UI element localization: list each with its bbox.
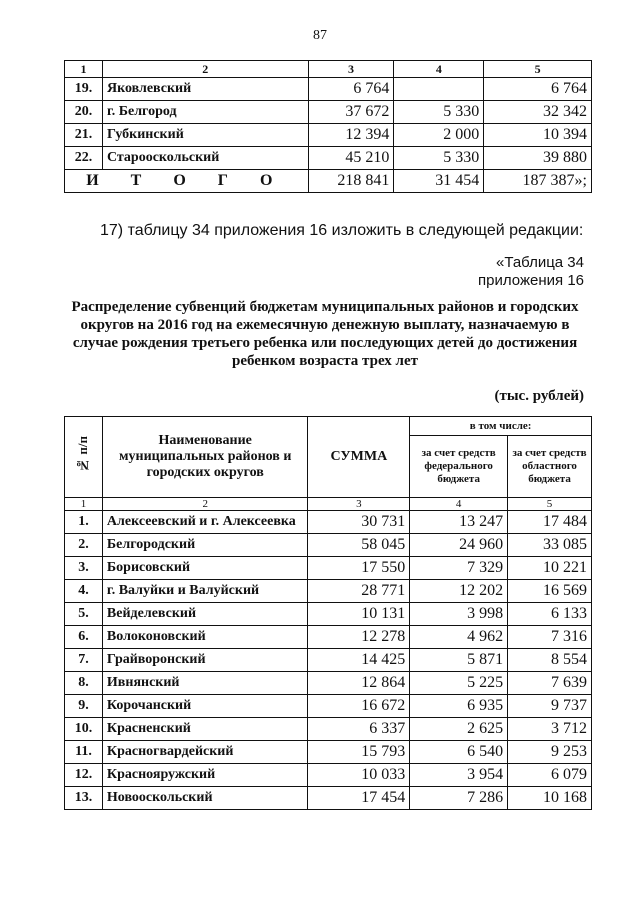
district-name: г. Белгород bbox=[102, 101, 308, 124]
federal-cell: 7 286 bbox=[410, 787, 508, 810]
regional-cell: 8 554 bbox=[508, 649, 592, 672]
row-number: 8. bbox=[65, 672, 103, 695]
table-row bbox=[65, 534, 592, 557]
sum-cell: 16 672 bbox=[308, 695, 410, 718]
district-name: Старооскольский bbox=[102, 147, 308, 170]
federal-cell: 3 998 bbox=[410, 603, 508, 626]
federal-cell: 5 225 bbox=[410, 672, 508, 695]
sum-cell: 12 864 bbox=[308, 672, 410, 695]
sum-cell: 15 793 bbox=[308, 741, 410, 764]
row-number: 1. bbox=[65, 511, 103, 534]
page-number: 87 bbox=[313, 28, 327, 43]
regional-cell: 32 342 bbox=[484, 101, 592, 124]
row-number: 19. bbox=[65, 78, 103, 101]
sum-cell: 12 394 bbox=[308, 124, 394, 147]
total-fed: 31 454 bbox=[394, 170, 484, 193]
header-cell: 1 bbox=[65, 61, 103, 78]
regional-cell: 10 394 bbox=[484, 124, 592, 147]
table-row bbox=[65, 78, 592, 101]
table-row bbox=[65, 695, 592, 718]
federal-cell: 3 954 bbox=[410, 764, 508, 787]
regional-cell: 33 085 bbox=[508, 534, 592, 557]
regional-cell: 3 712 bbox=[508, 718, 592, 741]
colnum-cell: 2 bbox=[102, 498, 308, 511]
header-cell: 3 bbox=[308, 61, 394, 78]
colnum-cell: 1 bbox=[65, 498, 103, 511]
table-row bbox=[65, 649, 592, 672]
row-number: 13. bbox=[65, 787, 103, 810]
federal-cell: 5 330 bbox=[394, 147, 484, 170]
regional-cell: 7 316 bbox=[508, 626, 592, 649]
sum-cell: 45 210 bbox=[308, 147, 394, 170]
column-number-row bbox=[65, 61, 592, 78]
header-name: Наименование муниципальных районов и городских округов bbox=[102, 417, 308, 498]
row-number: 2. bbox=[65, 534, 103, 557]
federal-cell bbox=[394, 78, 484, 101]
total-label: И Т О Г О bbox=[65, 170, 309, 193]
header-cell: 5 bbox=[484, 61, 592, 78]
federal-cell: 12 202 bbox=[410, 580, 508, 603]
sum-cell: 37 672 bbox=[308, 101, 394, 124]
sum-cell: 6 337 bbox=[308, 718, 410, 741]
header-including: в том числе: bbox=[410, 417, 592, 436]
sum-cell: 28 771 bbox=[308, 580, 410, 603]
federal-cell: 6 935 bbox=[410, 695, 508, 718]
table-row bbox=[65, 787, 592, 810]
regional-cell: 10 168 bbox=[508, 787, 592, 810]
district-name: Ивнянский bbox=[102, 672, 308, 695]
federal-cell: 2 000 bbox=[394, 124, 484, 147]
header-regional: за счет средств областного бюджета bbox=[508, 436, 592, 498]
sum-cell: 30 731 bbox=[308, 511, 410, 534]
regional-cell: 6 079 bbox=[508, 764, 592, 787]
table-caption-line1: «Таблица 34 bbox=[495, 254, 584, 271]
district-name: Вейделевский bbox=[102, 603, 308, 626]
table-row bbox=[65, 603, 592, 626]
district-name: Новооскольский bbox=[102, 787, 308, 810]
district-name: Краснояружский bbox=[102, 764, 308, 787]
table-row bbox=[65, 741, 592, 764]
district-name: Губкинский bbox=[102, 124, 308, 147]
sum-cell: 6 764 bbox=[308, 78, 394, 101]
district-name: Яковлевский bbox=[102, 78, 308, 101]
regional-cell: 7 639 bbox=[508, 672, 592, 695]
table-row bbox=[65, 672, 592, 695]
regional-cell: 9 253 bbox=[508, 741, 592, 764]
district-name: Алексеевский и г. Алексеевка bbox=[102, 511, 308, 534]
total-sum: 218 841 bbox=[308, 170, 394, 193]
regional-cell: 16 569 bbox=[508, 580, 592, 603]
sum-cell: 17 550 bbox=[308, 557, 410, 580]
district-name: г. Валуйки и Валуйский bbox=[102, 580, 308, 603]
regional-cell: 17 484 bbox=[508, 511, 592, 534]
district-name: Волоконовский bbox=[102, 626, 308, 649]
units-label: (тыс. рублей) bbox=[494, 388, 584, 404]
regional-cell: 10 221 bbox=[508, 557, 592, 580]
regional-cell: 6 133 bbox=[508, 603, 592, 626]
sum-cell: 10 033 bbox=[308, 764, 410, 787]
table-row bbox=[65, 511, 592, 534]
row-number: 4. bbox=[65, 580, 103, 603]
federal-cell: 5 330 bbox=[394, 101, 484, 124]
total-row bbox=[65, 170, 592, 193]
row-number: 22. bbox=[65, 147, 103, 170]
district-name: Борисовский bbox=[102, 557, 308, 580]
table-caption-line2: приложения 16 bbox=[478, 272, 584, 289]
district-name: Грайворонский bbox=[102, 649, 308, 672]
row-number: 5. bbox=[65, 603, 103, 626]
continued-table bbox=[64, 60, 592, 193]
regional-cell: 39 880 bbox=[484, 147, 592, 170]
table-row bbox=[65, 101, 592, 124]
paragraph-text: 17) таблицу 34 приложения 16 изложить в следующей редакции: bbox=[100, 222, 584, 239]
district-name: Красненский bbox=[102, 718, 308, 741]
table-title: Распределение субвенций бюджетам муниципальных районов и городских округов на 2016 год на ежемесячную денежную выплату, назначаемую в случае рождения третьего ребенка или последующих детей до достижения ребенком возраста трех лет bbox=[71, 299, 579, 369]
federal-cell: 13 247 bbox=[410, 511, 508, 534]
table-row bbox=[65, 124, 592, 147]
colnum-cell: 5 bbox=[508, 498, 592, 511]
header-cell: 4 bbox=[394, 61, 484, 78]
federal-cell: 2 625 bbox=[410, 718, 508, 741]
regional-cell: 6 764 bbox=[484, 78, 592, 101]
sum-cell: 17 454 bbox=[308, 787, 410, 810]
federal-cell: 7 329 bbox=[410, 557, 508, 580]
federal-cell: 6 540 bbox=[410, 741, 508, 764]
row-number: 12. bbox=[65, 764, 103, 787]
sum-cell: 10 131 bbox=[308, 603, 410, 626]
sum-cell: 12 278 bbox=[308, 626, 410, 649]
row-number: 21. bbox=[65, 124, 103, 147]
total-reg: 187 387»; bbox=[484, 170, 592, 193]
row-number: 6. bbox=[65, 626, 103, 649]
regional-cell: 9 737 bbox=[508, 695, 592, 718]
district-name: Белгородский bbox=[102, 534, 308, 557]
row-number: 9. bbox=[65, 695, 103, 718]
row-number: 3. bbox=[65, 557, 103, 580]
district-name: Корочанский bbox=[102, 695, 308, 718]
table-row bbox=[65, 580, 592, 603]
row-number: 7. bbox=[65, 649, 103, 672]
table-row bbox=[65, 557, 592, 580]
table-row bbox=[65, 626, 592, 649]
subvention-table bbox=[64, 416, 592, 810]
federal-cell: 5 871 bbox=[410, 649, 508, 672]
sum-cell: 14 425 bbox=[308, 649, 410, 672]
header-cell: 2 bbox=[102, 61, 308, 78]
table-row bbox=[65, 718, 592, 741]
colnum-cell: 3 bbox=[308, 498, 410, 511]
row-number: 10. bbox=[65, 718, 103, 741]
header-num: № п/п bbox=[65, 417, 103, 498]
district-name: Красногвардейский bbox=[102, 741, 308, 764]
header-federal: за счет средств федерального бюджета bbox=[410, 436, 508, 498]
column-number-row bbox=[65, 498, 592, 511]
row-number: 11. bbox=[65, 741, 103, 764]
table-row bbox=[65, 764, 592, 787]
federal-cell: 4 962 bbox=[410, 626, 508, 649]
federal-cell: 24 960 bbox=[410, 534, 508, 557]
colnum-cell: 4 bbox=[410, 498, 508, 511]
sum-cell: 58 045 bbox=[308, 534, 410, 557]
header-sum: СУММА bbox=[308, 417, 410, 498]
table-row bbox=[65, 147, 592, 170]
row-number: 20. bbox=[65, 101, 103, 124]
